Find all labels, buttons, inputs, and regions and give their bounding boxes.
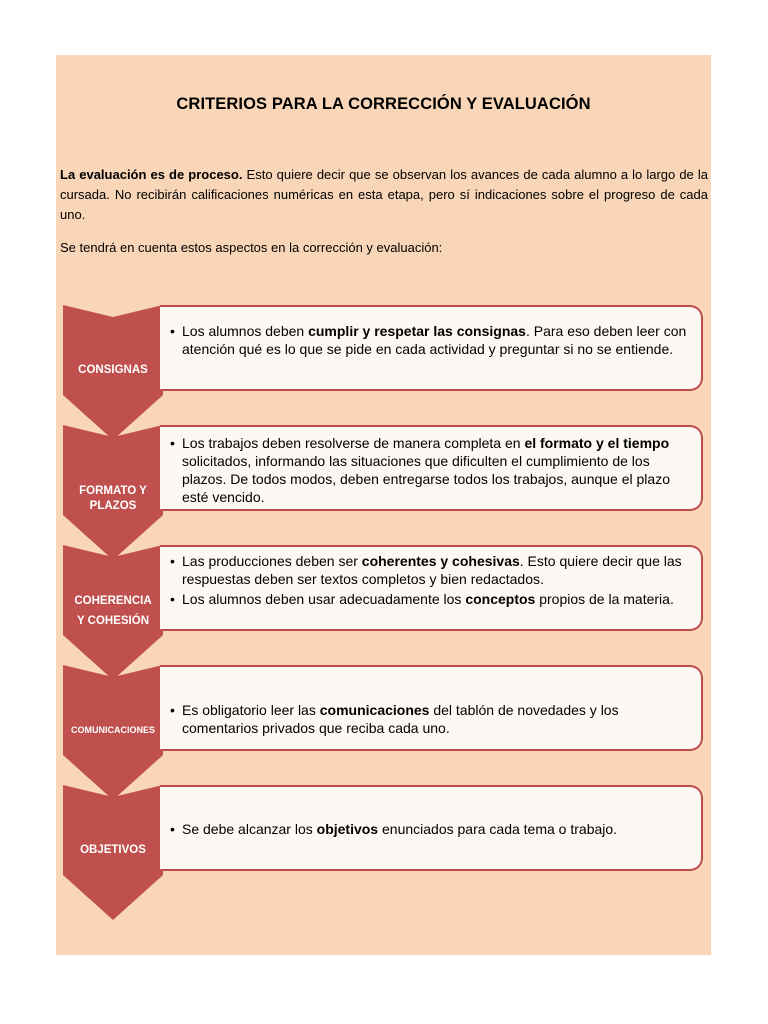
document-title: CRITERIOS PARA LA CORRECCIÓN Y EVALUACIÓN (176, 95, 591, 113)
label-coherencia-line-2: Y COHESIÓN (77, 615, 149, 627)
bullet-consignas-1: • Los alumnos deben cumplir y respetar las consignas. Para eso deben leer con atención qué es lo que se pide en cada actividad y preguntar si no se entiende. (160, 322, 701, 358)
consignas-bullet-list (160, 322, 701, 358)
section-box-comunicaciones (160, 665, 703, 751)
label-coherencia-cohesion (63, 591, 163, 631)
bullet-comunicaciones-1: • Es obligatorio leer las comunicaciones del tablón de novedades y los comentarios privados que reciba cada uno. (160, 701, 701, 737)
intro-paragraph (60, 165, 708, 225)
label-formato-plazos-line-1: FORMATO Y (79, 485, 147, 497)
section-box-consignas (160, 305, 703, 391)
label-coherencia-line-1: COHERENCIA (74, 595, 152, 607)
aspects-line: Se tendrá en cuenta estos aspectos en la corrección y evaluación: (60, 240, 443, 255)
coherencia-bullet-list (160, 552, 701, 608)
objetivos-bullet-list (160, 820, 701, 838)
section-box-objetivos (160, 785, 703, 871)
label-consignas: CONSIGNAS (78, 364, 148, 376)
bullet-formato-plazos-1: • Los trabajos deben resolverse de manera completa en el formato y el tiempo solicitados, informando las situaciones que dificulten el cumplimiento de los plazos. De todos modos, deben entregarse todos los trabajos, aunque el plazo esté vencido. (160, 434, 701, 506)
label-objetivos: OBJETIVOS (80, 844, 146, 856)
bullet-coherencia-2: • Los alumnos deben usar adecuadamente los conceptos propios de la materia. (160, 590, 701, 608)
label-comunicaciones: COMUNICACIONES (70, 725, 155, 735)
section-box-formato-plazos (160, 425, 703, 511)
formato-plazos-bullet-list (160, 434, 701, 506)
intro-bold-text: La evaluación es de proceso. (60, 167, 243, 182)
bullet-objetivos-1: • Se debe alcanzar los objetivos enunciados para cada tema o trabajo. (160, 820, 701, 838)
label-formato-plazos-line-2: PLAZOS (89, 500, 137, 512)
bullet-coherencia-1: • Las producciones deben ser coherentes y cohesivas. Esto quiere decir que las respuestas deben ser textos completos y bien redactados. (160, 552, 701, 588)
label-formato-plazos (63, 484, 163, 514)
comunicaciones-bullet-list (160, 701, 701, 737)
intro-text: Esto quiere decir que se observan los avances de cada alumno a lo largo de la cursada. No recibirán calificaciones numéricas en esta etapa, pero sí indicaciones sobre el progreso de cada uno. (60, 167, 708, 222)
section-box-coherencia-cohesion (160, 545, 703, 631)
